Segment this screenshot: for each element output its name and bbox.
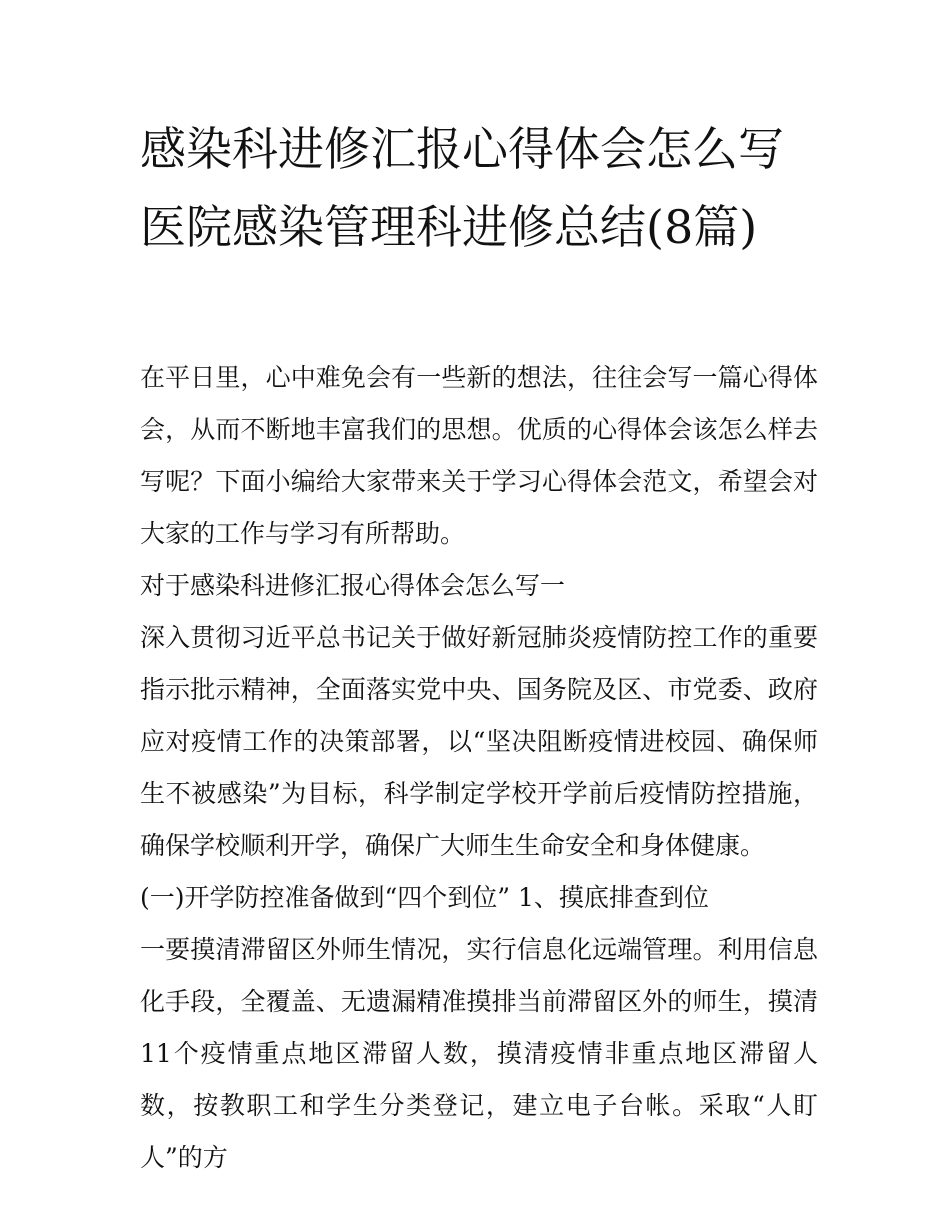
subsection-heading: (一)开学防控准备做到“四个到位” 1、摸底排查到位 xyxy=(140,883,709,912)
document-body xyxy=(140,352,818,1184)
document-title: 感染科进修汇报心得体会怎么写 医院感染管理科进修总结(8篇) xyxy=(140,122,784,254)
body-paragraph: 一要摸清滞留区外师生情况，实行信息化远端管理。利用信息化手段，全覆盖、无遗漏精准摸排当前滞留区外的师生，摸清11个疫情重点地区滞留人数，摸清疫情非重点地区滞留人数，按教职工和学生分类登记，建立电子台帐。采取“人盯人”的方 xyxy=(140,935,818,1172)
body-paragraph: 深入贯彻习近平总书记关于做好新冠肺炎疫情防控工作的重要指示批示精神，全面落实党中央、国务院及区、市党委、政府应对疫情工作的决策部署，以“坚决阻断疫情进校园、确保师生不被感染”为目标，科学制定学校开学前后疫情防控措施，确保学校顺利开学，确保广大师生生命安全和身体健康。 xyxy=(140,623,818,860)
intro-paragraph: 在平日里，心中难免会有一些新的想法，往往会写一篇心得体会，从而不断地丰富我们的思想。优质的心得体会该怎么样去写呢？下面小编给大家带来关于学习心得体会范文，希望会对大家的工作与学习有所帮助。 xyxy=(140,363,818,548)
section-heading: 对于感染科进修汇报心得体会怎么写一 xyxy=(140,571,566,600)
